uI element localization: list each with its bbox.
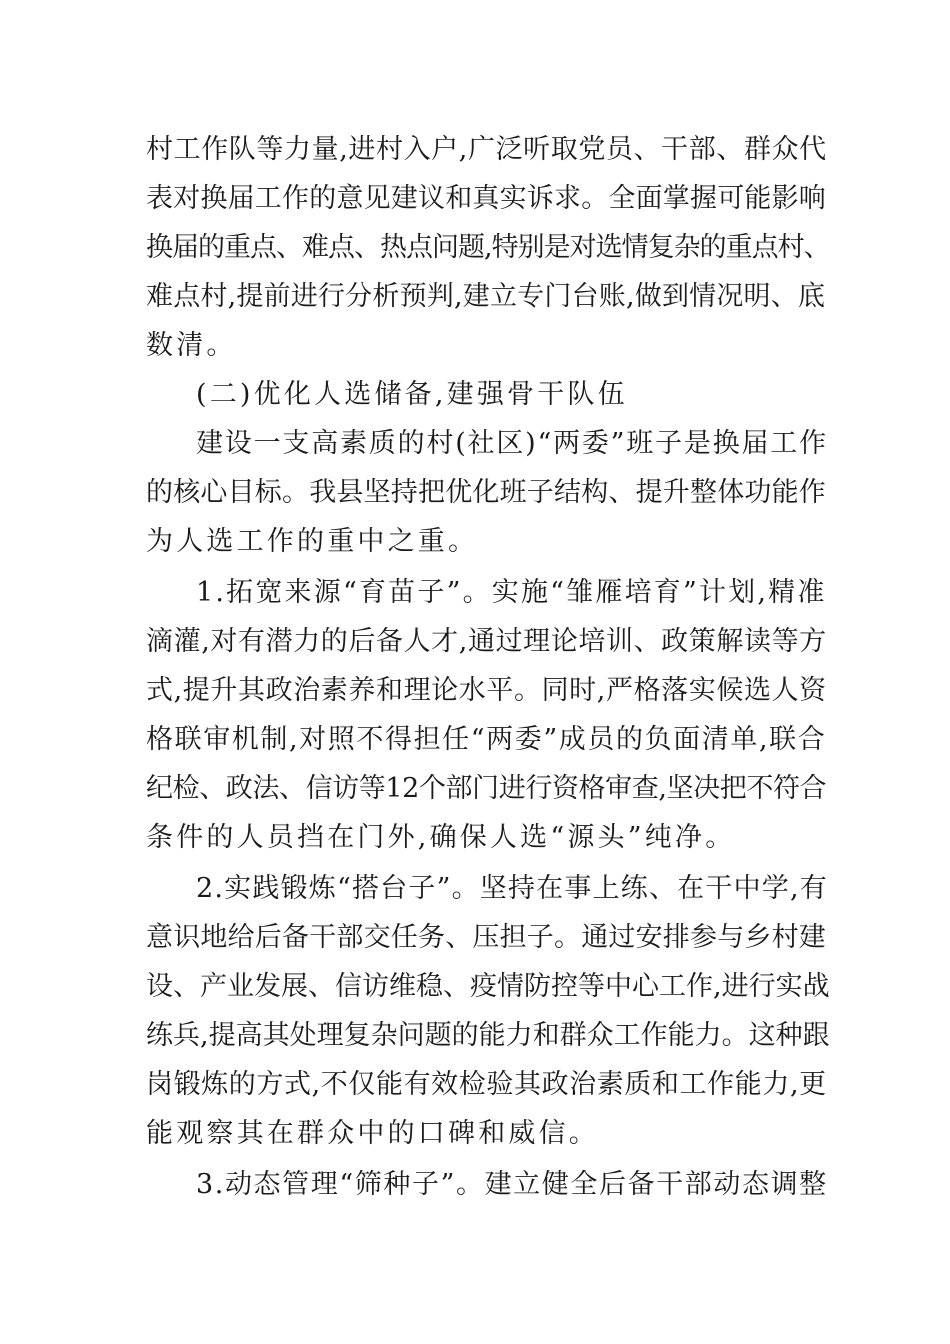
text-line: 设、产业发展、信访维稳、疫情防控等中心工作,进行实战 [146,971,830,1002]
numbered-item-2: 2.实践锻炼“搭台子”。坚持在事上练、在干中学,有 [196,873,828,904]
paragraph-start: 建设一支高素质的村(社区)“两委”班子是换届工作 [196,428,828,459]
numbered-item-1: 1.拓宽来源“育苗子”。实施“雏雁培育”计划,精准 [196,577,827,608]
text-line: 能观察其在群众中的口碑和威信。 [146,1118,599,1149]
text-line: 数清。 [146,330,237,361]
text-line: 格联审机制,对照不得担任“两委”成员的负面清单,联合 [146,724,827,755]
text-line: 村工作队等力量,进村入户,广泛听取党员、干部、群众代 [146,134,827,165]
text-line: 意识地给后备干部交任务、压担子。通过安排参与乡村建 [146,922,826,953]
text-line: 条件的人员挡在门外,确保人选“源头”纯净。 [146,822,736,853]
text-line: 为人选工作的重中之重。 [146,526,479,557]
text-line: 式,提升其政治素养和理论水平。同时,严格落实候选人资 [146,675,827,706]
text-line: 滴灌,对有潜力的后备人才,通过理论培训、政策解读等方 [146,626,827,657]
text-line: 岗锻炼的方式,不仅能有效检验其政治素质和工作能力,更 [146,1069,827,1100]
numbered-item-3: 3.动态管理“筛种子”。建立健全后备干部动态调整 [196,1169,828,1200]
section-heading: (二)优化人选储备,建强骨干队伍 [196,379,628,410]
text-line: 练兵,提高其处理复杂问题的能力和群众工作能力。这种跟 [146,1020,830,1051]
text-line: 表对换届工作的意见建议和真实诉求。全面掌握可能影响 [146,183,826,214]
text-line: 的核心目标。我县坚持把优化班子结构、提升整体功能作 [146,477,826,508]
text-line: 难点村,提前进行分析预判,建立专门台账,做到情况明、底 [146,281,826,312]
text-line: 纪检、政法、信访等12个部门进行资格审查,坚决把不符合 [146,773,827,804]
text-line: 换届的重点、难点、热点问题,特别是对选情复杂的重点村、 [146,232,830,263]
